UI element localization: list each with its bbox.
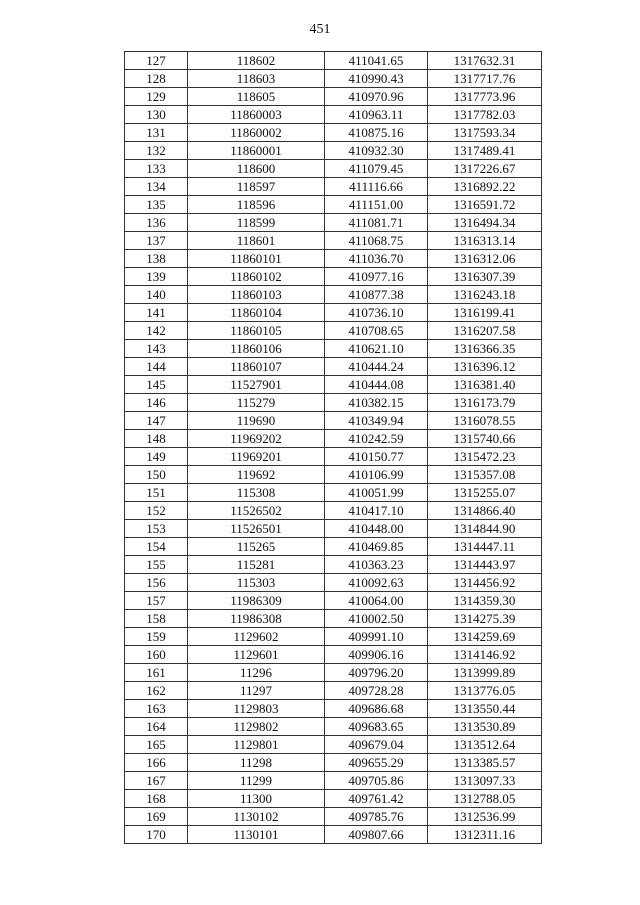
x-coordinate-cell: 410417.10: [325, 502, 428, 520]
y-coordinate-cell: 1317489.41: [428, 142, 542, 160]
x-coordinate-cell: 409728.28: [325, 682, 428, 700]
y-coordinate-cell: 1314259.69: [428, 628, 542, 646]
row-index-cell: 135: [125, 196, 188, 214]
x-coordinate-cell: 409906.16: [325, 646, 428, 664]
row-index-cell: 156: [125, 574, 188, 592]
x-coordinate-cell: 410970.96: [325, 88, 428, 106]
x-coordinate-cell: 411041.65: [325, 52, 428, 70]
x-coordinate-cell: 410150.77: [325, 448, 428, 466]
point-id-cell: 1129801: [188, 736, 325, 754]
point-id-cell: 11860002: [188, 124, 325, 142]
y-coordinate-cell: 1316313.14: [428, 232, 542, 250]
table-row: [125, 430, 542, 448]
table-row: [125, 340, 542, 358]
y-coordinate-cell: 1313776.05: [428, 682, 542, 700]
row-index-cell: 128: [125, 70, 188, 88]
table-row: [125, 268, 542, 286]
table-row: [125, 736, 542, 754]
coordinates-table: [124, 51, 542, 844]
table-row: [125, 358, 542, 376]
y-coordinate-cell: 1313385.57: [428, 754, 542, 772]
table-row: [125, 304, 542, 322]
x-coordinate-cell: 410002.50: [325, 610, 428, 628]
table-row: [125, 538, 542, 556]
row-index-cell: 131: [125, 124, 188, 142]
x-coordinate-cell: 410448.00: [325, 520, 428, 538]
y-coordinate-cell: 1317717.76: [428, 70, 542, 88]
point-id-cell: 1129802: [188, 718, 325, 736]
row-index-cell: 147: [125, 412, 188, 430]
x-coordinate-cell: 409796.20: [325, 664, 428, 682]
point-id-cell: 115279: [188, 394, 325, 412]
table-row: [125, 574, 542, 592]
y-coordinate-cell: 1314866.40: [428, 502, 542, 520]
y-coordinate-cell: 1316307.39: [428, 268, 542, 286]
y-coordinate-cell: 1313512.64: [428, 736, 542, 754]
y-coordinate-cell: 1314146.92: [428, 646, 542, 664]
point-id-cell: 1129803: [188, 700, 325, 718]
point-id-cell: 115303: [188, 574, 325, 592]
row-index-cell: 136: [125, 214, 188, 232]
row-index-cell: 158: [125, 610, 188, 628]
x-coordinate-cell: 411116.66: [325, 178, 428, 196]
row-index-cell: 149: [125, 448, 188, 466]
table-row: [125, 394, 542, 412]
row-index-cell: 159: [125, 628, 188, 646]
table-row: [125, 790, 542, 808]
row-index-cell: 145: [125, 376, 188, 394]
table-row: [125, 646, 542, 664]
x-coordinate-cell: 410444.24: [325, 358, 428, 376]
x-coordinate-cell: 410932.30: [325, 142, 428, 160]
table-row: [125, 718, 542, 736]
x-coordinate-cell: 409683.65: [325, 718, 428, 736]
x-coordinate-cell: 411151.00: [325, 196, 428, 214]
row-index-cell: 146: [125, 394, 188, 412]
row-index-cell: 161: [125, 664, 188, 682]
point-id-cell: 11860106: [188, 340, 325, 358]
x-coordinate-cell: 410963.11: [325, 106, 428, 124]
table-row: [125, 106, 542, 124]
row-index-cell: 152: [125, 502, 188, 520]
y-coordinate-cell: 1316243.18: [428, 286, 542, 304]
y-coordinate-cell: 1314447.11: [428, 538, 542, 556]
row-index-cell: 133: [125, 160, 188, 178]
x-coordinate-cell: 409807.66: [325, 826, 428, 844]
row-index-cell: 142: [125, 322, 188, 340]
point-id-cell: 118597: [188, 178, 325, 196]
point-id-cell: 11298: [188, 754, 325, 772]
point-id-cell: 11969202: [188, 430, 325, 448]
table-row: [125, 664, 542, 682]
x-coordinate-cell: 410708.65: [325, 322, 428, 340]
table-row: [125, 232, 542, 250]
y-coordinate-cell: 1314844.90: [428, 520, 542, 538]
y-coordinate-cell: 1316207.58: [428, 322, 542, 340]
point-id-cell: 118603: [188, 70, 325, 88]
point-id-cell: 11860107: [188, 358, 325, 376]
point-id-cell: 11969201: [188, 448, 325, 466]
row-index-cell: 130: [125, 106, 188, 124]
y-coordinate-cell: 1317226.67: [428, 160, 542, 178]
row-index-cell: 163: [125, 700, 188, 718]
point-id-cell: 11986308: [188, 610, 325, 628]
y-coordinate-cell: 1314359.30: [428, 592, 542, 610]
coordinates-table-body: [125, 52, 542, 844]
point-id-cell: 11526502: [188, 502, 325, 520]
row-index-cell: 137: [125, 232, 188, 250]
y-coordinate-cell: 1312311.16: [428, 826, 542, 844]
point-id-cell: 11860102: [188, 268, 325, 286]
point-id-cell: 118605: [188, 88, 325, 106]
row-index-cell: 153: [125, 520, 188, 538]
x-coordinate-cell: 410977.16: [325, 268, 428, 286]
x-coordinate-cell: 409785.76: [325, 808, 428, 826]
x-coordinate-cell: 411079.45: [325, 160, 428, 178]
row-index-cell: 138: [125, 250, 188, 268]
table-row: [125, 250, 542, 268]
table-row: [125, 70, 542, 88]
table-row: [125, 808, 542, 826]
x-coordinate-cell: 410051.99: [325, 484, 428, 502]
point-id-cell: 1130101: [188, 826, 325, 844]
table-row: [125, 700, 542, 718]
row-index-cell: 154: [125, 538, 188, 556]
row-index-cell: 167: [125, 772, 188, 790]
point-id-cell: 11860001: [188, 142, 325, 160]
x-coordinate-cell: 410349.94: [325, 412, 428, 430]
point-id-cell: 11860105: [188, 322, 325, 340]
x-coordinate-cell: 410621.10: [325, 340, 428, 358]
table-row: [125, 592, 542, 610]
y-coordinate-cell: 1314275.39: [428, 610, 542, 628]
x-coordinate-cell: 409679.04: [325, 736, 428, 754]
point-id-cell: 118599: [188, 214, 325, 232]
point-id-cell: 115308: [188, 484, 325, 502]
x-coordinate-cell: 411081.71: [325, 214, 428, 232]
x-coordinate-cell: 409761.42: [325, 790, 428, 808]
point-id-cell: 118596: [188, 196, 325, 214]
row-index-cell: 170: [125, 826, 188, 844]
row-index-cell: 151: [125, 484, 188, 502]
x-coordinate-cell: 410242.59: [325, 430, 428, 448]
row-index-cell: 155: [125, 556, 188, 574]
point-id-cell: 118600: [188, 160, 325, 178]
point-id-cell: 11860104: [188, 304, 325, 322]
y-coordinate-cell: 1316591.72: [428, 196, 542, 214]
table-row: [125, 754, 542, 772]
point-id-cell: 11860103: [188, 286, 325, 304]
table-row: [125, 448, 542, 466]
point-id-cell: 118601: [188, 232, 325, 250]
point-id-cell: 1129602: [188, 628, 325, 646]
point-id-cell: 119692: [188, 466, 325, 484]
row-index-cell: 148: [125, 430, 188, 448]
table-row: [125, 124, 542, 142]
row-index-cell: 132: [125, 142, 188, 160]
x-coordinate-cell: 410363.23: [325, 556, 428, 574]
table-row: [125, 196, 542, 214]
table-row: [125, 826, 542, 844]
x-coordinate-cell: 410990.43: [325, 70, 428, 88]
table-row: [125, 178, 542, 196]
table-row: [125, 520, 542, 538]
table-row: [125, 52, 542, 70]
y-coordinate-cell: 1316494.34: [428, 214, 542, 232]
table-row: [125, 286, 542, 304]
x-coordinate-cell: 410875.16: [325, 124, 428, 142]
row-index-cell: 144: [125, 358, 188, 376]
row-index-cell: 157: [125, 592, 188, 610]
x-coordinate-cell: 409705.86: [325, 772, 428, 790]
y-coordinate-cell: 1313999.89: [428, 664, 542, 682]
table-row: [125, 88, 542, 106]
table-row: [125, 628, 542, 646]
x-coordinate-cell: 410877.38: [325, 286, 428, 304]
y-coordinate-cell: 1312788.05: [428, 790, 542, 808]
y-coordinate-cell: 1316199.41: [428, 304, 542, 322]
point-id-cell: 11527901: [188, 376, 325, 394]
point-id-cell: 115281: [188, 556, 325, 574]
x-coordinate-cell: 409655.29: [325, 754, 428, 772]
table-row: [125, 682, 542, 700]
row-index-cell: 166: [125, 754, 188, 772]
y-coordinate-cell: 1316892.22: [428, 178, 542, 196]
row-index-cell: 141: [125, 304, 188, 322]
row-index-cell: 165: [125, 736, 188, 754]
row-index-cell: 168: [125, 790, 188, 808]
table-row: [125, 556, 542, 574]
y-coordinate-cell: 1316312.06: [428, 250, 542, 268]
y-coordinate-cell: 1317782.03: [428, 106, 542, 124]
y-coordinate-cell: 1312536.99: [428, 808, 542, 826]
y-coordinate-cell: 1316078.55: [428, 412, 542, 430]
point-id-cell: 118602: [188, 52, 325, 70]
y-coordinate-cell: 1315740.66: [428, 430, 542, 448]
point-id-cell: 11526501: [188, 520, 325, 538]
row-index-cell: 134: [125, 178, 188, 196]
y-coordinate-cell: 1313550.44: [428, 700, 542, 718]
x-coordinate-cell: 410444.08: [325, 376, 428, 394]
point-id-cell: 11299: [188, 772, 325, 790]
point-id-cell: 11986309: [188, 592, 325, 610]
row-index-cell: 164: [125, 718, 188, 736]
y-coordinate-cell: 1314443.97: [428, 556, 542, 574]
row-index-cell: 162: [125, 682, 188, 700]
point-id-cell: 11296: [188, 664, 325, 682]
y-coordinate-cell: 1315357.08: [428, 466, 542, 484]
x-coordinate-cell: 409686.68: [325, 700, 428, 718]
table-row: [125, 322, 542, 340]
table-row: [125, 502, 542, 520]
table-row: [125, 610, 542, 628]
point-id-cell: 11300: [188, 790, 325, 808]
y-coordinate-cell: 1316173.79: [428, 394, 542, 412]
point-id-cell: 11860003: [188, 106, 325, 124]
y-coordinate-cell: 1315255.07: [428, 484, 542, 502]
row-index-cell: 143: [125, 340, 188, 358]
table-row: [125, 376, 542, 394]
row-index-cell: 129: [125, 88, 188, 106]
x-coordinate-cell: 411036.70: [325, 250, 428, 268]
y-coordinate-cell: 1317632.31: [428, 52, 542, 70]
table-row: [125, 160, 542, 178]
row-index-cell: 169: [125, 808, 188, 826]
point-id-cell: 11860101: [188, 250, 325, 268]
table-row: [125, 772, 542, 790]
point-id-cell: 119690: [188, 412, 325, 430]
x-coordinate-cell: 411068.75: [325, 232, 428, 250]
table-row: [125, 466, 542, 484]
table-row: [125, 484, 542, 502]
row-index-cell: 150: [125, 466, 188, 484]
y-coordinate-cell: 1317593.34: [428, 124, 542, 142]
y-coordinate-cell: 1316396.12: [428, 358, 542, 376]
y-coordinate-cell: 1316381.40: [428, 376, 542, 394]
y-coordinate-cell: 1313097.33: [428, 772, 542, 790]
table-row: [125, 412, 542, 430]
point-id-cell: 11297: [188, 682, 325, 700]
row-index-cell: 127: [125, 52, 188, 70]
point-id-cell: 115265: [188, 538, 325, 556]
y-coordinate-cell: 1316366.35: [428, 340, 542, 358]
x-coordinate-cell: 410092.63: [325, 574, 428, 592]
x-coordinate-cell: 410736.10: [325, 304, 428, 322]
x-coordinate-cell: 410469.85: [325, 538, 428, 556]
y-coordinate-cell: 1315472.23: [428, 448, 542, 466]
y-coordinate-cell: 1313530.89: [428, 718, 542, 736]
table-row: [125, 142, 542, 160]
table-row: [125, 214, 542, 232]
x-coordinate-cell: 409991.10: [325, 628, 428, 646]
point-id-cell: 1130102: [188, 808, 325, 826]
page-number: 451: [309, 22, 331, 37]
x-coordinate-cell: 410382.15: [325, 394, 428, 412]
y-coordinate-cell: 1317773.96: [428, 88, 542, 106]
x-coordinate-cell: 410064.00: [325, 592, 428, 610]
row-index-cell: 139: [125, 268, 188, 286]
row-index-cell: 140: [125, 286, 188, 304]
y-coordinate-cell: 1314456.92: [428, 574, 542, 592]
row-index-cell: 160: [125, 646, 188, 664]
x-coordinate-cell: 410106.99: [325, 466, 428, 484]
point-id-cell: 1129601: [188, 646, 325, 664]
